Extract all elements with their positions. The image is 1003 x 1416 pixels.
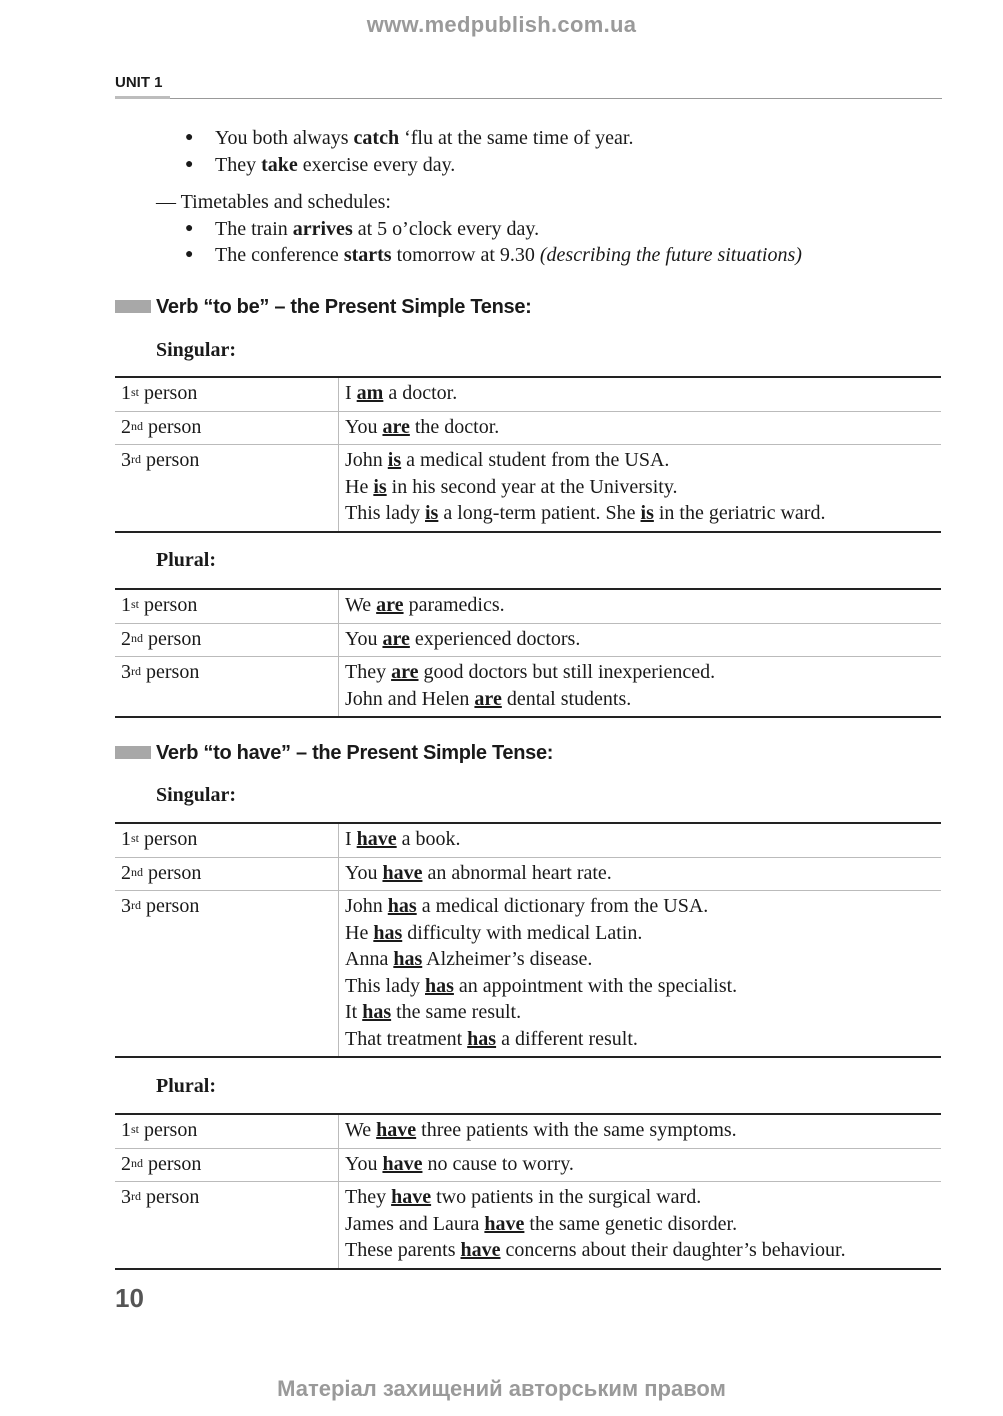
person-cell: 3rd person	[115, 445, 339, 532]
to-be-plural-table	[115, 588, 941, 718]
example-sentence: The conference starts tomorrow at 9.30 (describing the future situations)	[215, 244, 802, 266]
watermark-bottom: Матеріал захищений авторським правом	[277, 1376, 726, 1401]
example-sentence: You both always catch ‘flu at the same time of year.	[215, 127, 634, 149]
bullet-icon: ●	[185, 157, 194, 172]
example-cell: John has a medical dictionary from the USA. He has difficulty with medical Latin. Anna has Alzheimer’s disease. This lady has an appointment with the specialist. It has the same result. That treatment has a different result.	[339, 891, 942, 1058]
example-cell: We are paramedics.	[339, 589, 942, 623]
example-cell: You have no cause to worry.	[339, 1148, 942, 1182]
table-row	[115, 823, 941, 857]
person-cell: 1st person	[115, 589, 339, 623]
table-row	[115, 1182, 941, 1269]
example-cell: You are experienced doctors.	[339, 623, 942, 657]
person-cell: 3rd person	[115, 891, 339, 1058]
section-title: Verb “to have” – the Present Simple Tense:	[156, 742, 554, 764]
section-title: Verb “to be” – the Present Simple Tense:	[156, 296, 532, 318]
to-have-singular-table	[115, 822, 941, 1058]
example-cell: I am a doctor.	[339, 377, 942, 411]
bullet-icon: ●	[185, 247, 194, 262]
watermark-top: www.medpublish.com.ua	[366, 12, 637, 37]
table-row	[115, 589, 941, 623]
person-cell: 3rd person	[115, 1182, 339, 1269]
table-row	[115, 377, 941, 411]
example-cell: I have a book.	[339, 823, 942, 857]
header-rule-accent	[115, 96, 170, 99]
section-marker	[115, 746, 151, 759]
example-cell: They are good doctors but still inexperienced. John and Helen are dental students.	[339, 657, 942, 718]
to-have-plural-table	[115, 1113, 941, 1270]
unit-label: UNIT 1	[115, 74, 163, 91]
person-cell: 2nd person	[115, 857, 339, 891]
table-row	[115, 1114, 941, 1148]
person-cell: 2nd person	[115, 1148, 339, 1182]
bullet-icon: ●	[185, 130, 194, 145]
example-cell: John is a medical student from the USA. He is in his second year at the University. This lady is a long-term patient. She is in the geriatric ward.	[339, 445, 942, 532]
example-cell: You have an abnormal heart rate.	[339, 857, 942, 891]
table-row	[115, 1148, 941, 1182]
person-cell: 1st person	[115, 1114, 339, 1148]
table-row	[115, 857, 941, 891]
example-cell: They have two patients in the surgical ward. James and Laura have the same genetic disorder. These parents have concerns about their daughter’s behaviour.	[339, 1182, 942, 1269]
table-row	[115, 623, 941, 657]
page-number: 10	[115, 1283, 144, 1313]
table-row	[115, 657, 941, 718]
table-row	[115, 411, 941, 445]
person-cell: 1st person	[115, 377, 339, 411]
example-sentence: They take exercise every day.	[215, 154, 456, 176]
to-be-singular-table	[115, 376, 941, 533]
plural-label: Plural:	[156, 1075, 216, 1097]
example-cell: You are the doctor.	[339, 411, 942, 445]
example-cell: We have three patients with the same symptoms.	[339, 1114, 942, 1148]
timetables-heading: — Timetables and schedules:	[156, 191, 391, 213]
plural-label: Plural:	[156, 549, 216, 571]
header-rule	[115, 98, 942, 99]
person-cell: 3rd person	[115, 657, 339, 718]
singular-label: Singular:	[156, 784, 237, 806]
example-sentence: The train arrives at 5 o’clock every day.	[215, 218, 540, 240]
person-cell: 2nd person	[115, 411, 339, 445]
table-row	[115, 891, 941, 1058]
person-cell: 1st person	[115, 823, 339, 857]
singular-label: Singular:	[156, 339, 237, 361]
table-row	[115, 445, 941, 532]
section-marker	[115, 300, 151, 313]
bullet-icon: ●	[185, 221, 194, 236]
person-cell: 2nd person	[115, 623, 339, 657]
